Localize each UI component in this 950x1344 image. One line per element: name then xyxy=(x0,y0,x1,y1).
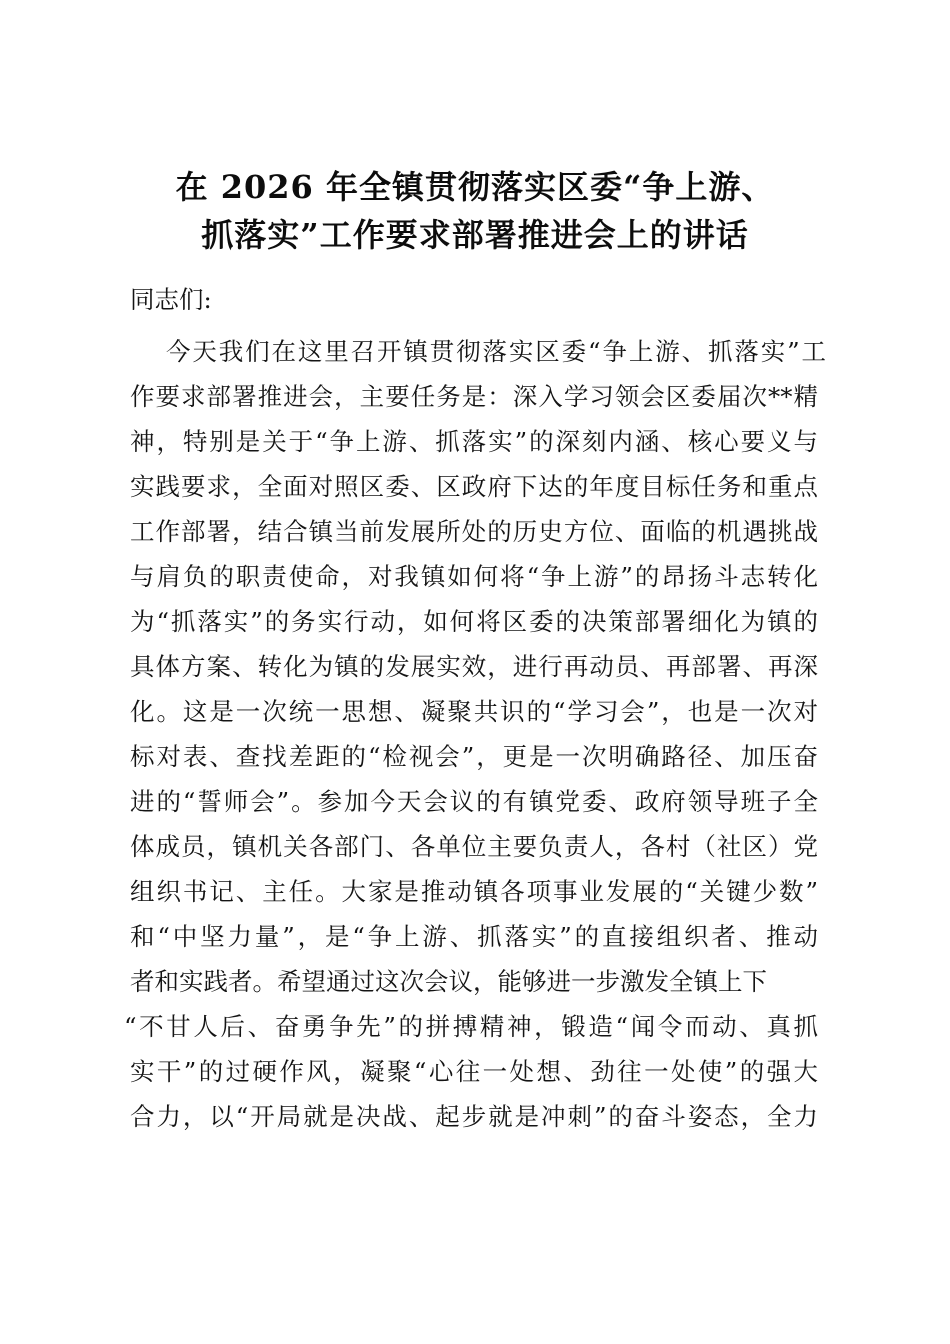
body-line: 具体方案、转化为镇的发展实效，进行再动员、再部署、再深 xyxy=(130,652,818,681)
body-line: 与肩负的职责使命，对我镇如何将“争上游”的昂扬斗志转化 xyxy=(130,562,818,591)
body-line: 标对表、查找差距的“检视会”，更是一次明确路径、加压奋 xyxy=(130,742,818,771)
body-line: 实干”的过硬作风，凝聚“心往一处想、劲往一处使”的强大 xyxy=(130,1057,818,1086)
body-line: 合力，以“开局就是决战、起步就是冲刺”的奋斗姿态，全力 xyxy=(130,1102,818,1131)
body-line: 神，特别是关于“争上游、抓落实”的深刻内涵、核心要义与 xyxy=(130,427,818,456)
body-line: “不甘人后、奋勇争先”的拼搏精神，锻造“闻令而动、真抓 xyxy=(124,1012,818,1041)
body-line: 今天我们在这里召开镇贯彻落实区委“争上游、抓落实”工 xyxy=(166,337,826,366)
body-line: 和“中坚力量”，是“争上游、抓落实”的直接组织者、推动 xyxy=(130,922,818,951)
body-line: 进的“誓师会”。参加今天会议的有镇党委、政府领导班子全 xyxy=(130,787,818,816)
body-line: 为“抓落实”的务实行动，如何将区委的决策部署细化为镇的 xyxy=(130,607,818,636)
body-line: 体成员，镇机关各部门、各单位主要负责人，各村（社区）党 xyxy=(130,832,818,861)
body-line: 化。这是一次统一思想、凝聚共识的“学习会”，也是一次对 xyxy=(130,697,818,726)
body-line: 组织书记、主任。大家是推动镇各项事业发展的“关键少数” xyxy=(130,877,818,906)
body-line: 实践要求，全面对照区委、区政府下达的年度目标任务和重点 xyxy=(130,472,818,501)
document-title-line-2: 抓落实”工作要求部署推进会上的讲话 xyxy=(201,216,749,254)
document-title-line-1: 在 2026 年全镇贯彻落实区委“争上游、 xyxy=(175,168,775,206)
body-line: 作要求部署推进会，主要任务是：深入学习领会区委届次**精 xyxy=(130,382,818,411)
salutation: 同志们: xyxy=(130,285,212,314)
body-line: 工作部署，结合镇当前发展所处的历史方位、面临的机遇挑战 xyxy=(130,517,818,546)
body-line: 者和实践者。希望通过这次会议，能够进一步激发全镇上下 xyxy=(130,967,767,996)
